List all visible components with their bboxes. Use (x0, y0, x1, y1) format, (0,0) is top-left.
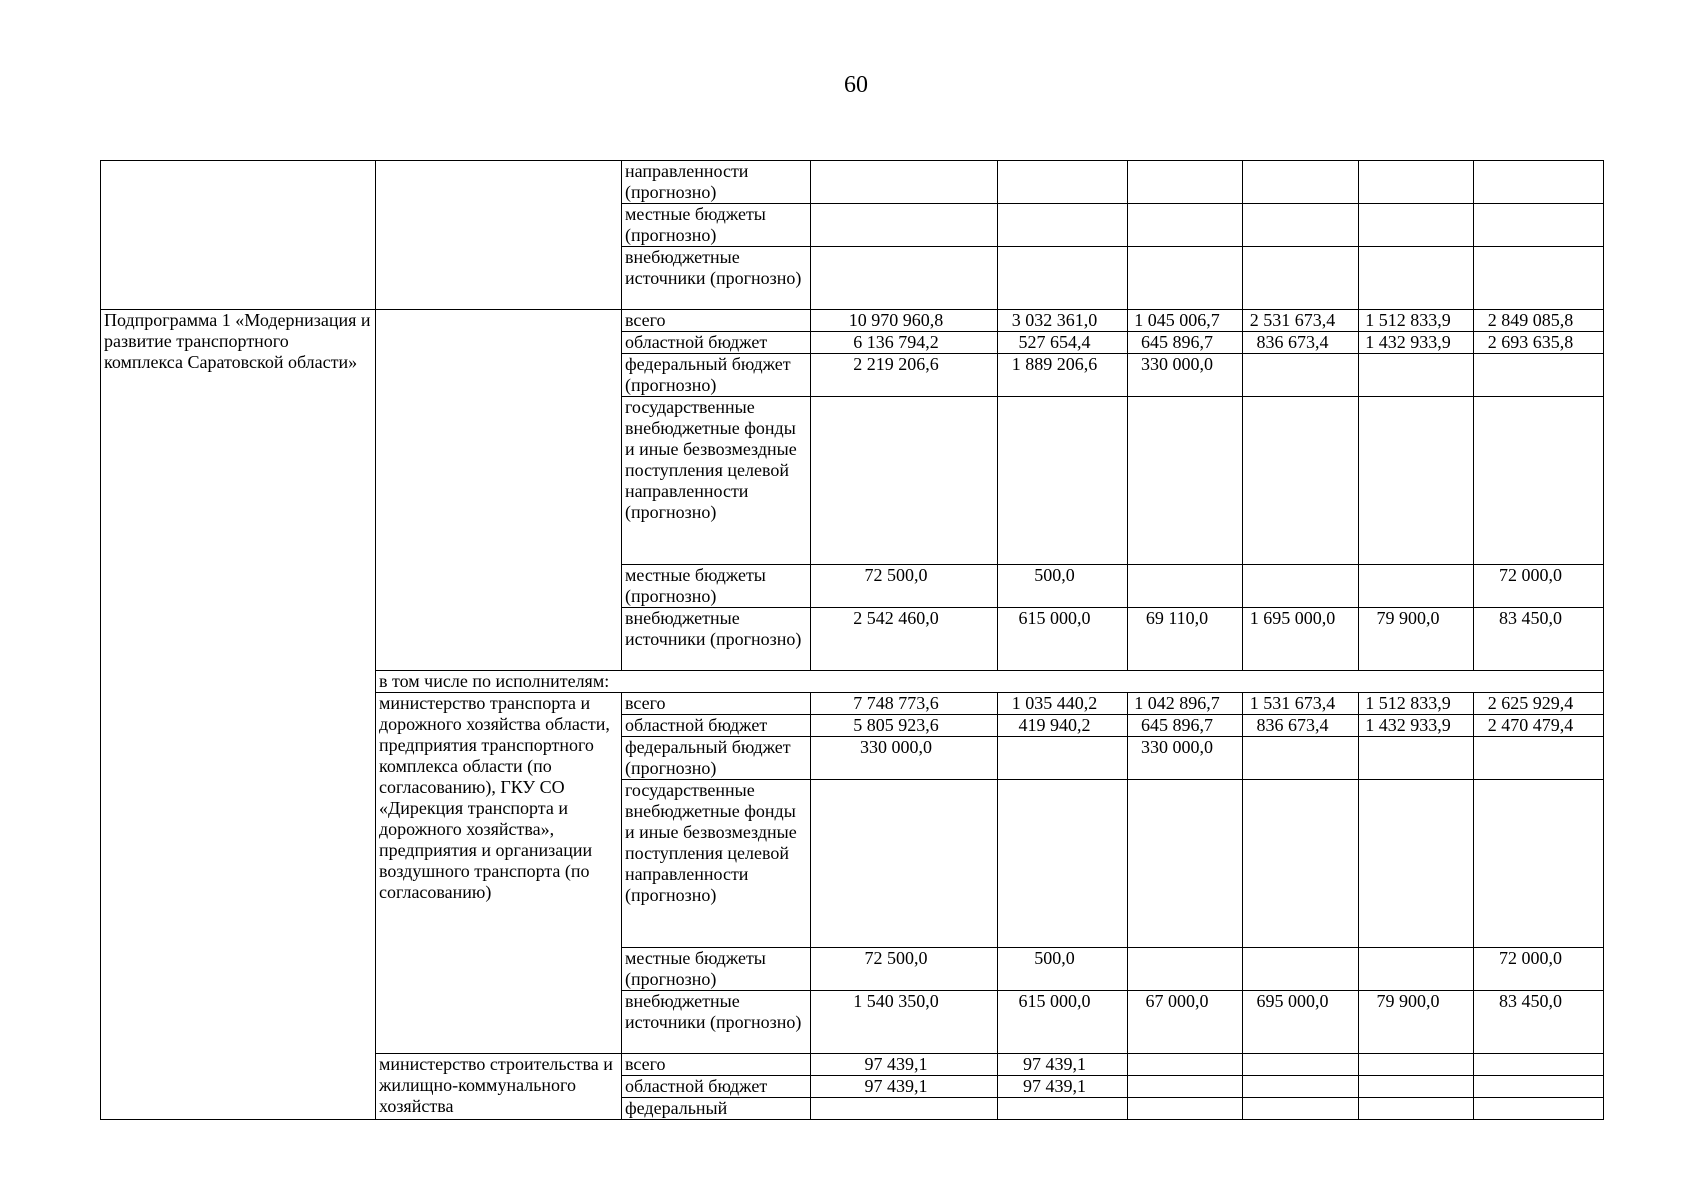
source-cell: внебюджетные источники (прогнозно) (622, 247, 811, 310)
value-cell (1359, 397, 1474, 565)
value-cell (1128, 948, 1243, 991)
value-cell: 83 450,0 (1474, 608, 1604, 671)
source-cell: областной бюджет (622, 332, 811, 354)
value-cell: 2 542 460,0 (811, 608, 998, 671)
value-cell (1359, 780, 1474, 948)
value-cell: 3 032 361,0 (998, 310, 1128, 332)
value-cell: 72 000,0 (1474, 948, 1604, 991)
source-cell: местные бюджеты (прогнозно) (622, 565, 811, 608)
value-cell: 1 531 673,4 (1243, 693, 1359, 715)
value-cell: 1 889 206,6 (998, 354, 1128, 397)
value-cell (998, 204, 1128, 247)
value-cell (1359, 1076, 1474, 1098)
value-cell: 695 000,0 (1243, 991, 1359, 1054)
value-cell (1128, 780, 1243, 948)
value-cell (998, 780, 1128, 948)
value-cell (1243, 354, 1359, 397)
source-cell: местные бюджеты (прогнозно) (622, 204, 811, 247)
value-cell (1474, 780, 1604, 948)
value-cell: 97 439,1 (811, 1076, 998, 1098)
value-cell: 1 695 000,0 (1243, 608, 1359, 671)
value-cell (1128, 204, 1243, 247)
value-cell (1243, 247, 1359, 310)
value-cell (1474, 247, 1604, 310)
value-cell: 1 512 833,9 (1359, 693, 1474, 715)
value-cell (1128, 1054, 1243, 1076)
executor-name: министерство строительства и жилищно-коммунального хозяйства (376, 1054, 622, 1120)
value-cell (811, 397, 998, 565)
value-cell (998, 161, 1128, 204)
value-cell (1243, 780, 1359, 948)
value-cell: 500,0 (998, 948, 1128, 991)
value-cell (1243, 948, 1359, 991)
value-cell: 1 540 350,0 (811, 991, 998, 1054)
source-cell: направленности (прогнозно) (622, 161, 811, 204)
value-cell: 72 500,0 (811, 565, 998, 608)
source-cell: государственные внебюджетные фонды и иные безвозмездные поступления целевой направленности (прогнозно) (622, 780, 811, 948)
value-cell (1243, 204, 1359, 247)
value-cell: 2 625 929,4 (1474, 693, 1604, 715)
budget-table (100, 160, 1604, 1120)
value-cell (1474, 1076, 1604, 1098)
value-cell: 79 900,0 (1359, 991, 1474, 1054)
value-cell: 2 693 635,8 (1474, 332, 1604, 354)
value-cell (1128, 161, 1243, 204)
value-cell (1243, 397, 1359, 565)
value-cell: 69 110,0 (1128, 608, 1243, 671)
value-cell (998, 1098, 1128, 1120)
value-cell: 1 045 006,7 (1128, 310, 1243, 332)
value-cell: 97 439,1 (998, 1054, 1128, 1076)
table-row (101, 161, 1604, 204)
value-cell: 500,0 (998, 565, 1128, 608)
value-cell: 1 042 896,7 (1128, 693, 1243, 715)
value-cell (1359, 565, 1474, 608)
value-cell (1359, 737, 1474, 780)
value-cell (1243, 565, 1359, 608)
value-cell (1359, 161, 1474, 204)
value-cell: 1 432 933,9 (1359, 715, 1474, 737)
value-cell (1359, 204, 1474, 247)
source-cell: всего (622, 1054, 811, 1076)
value-cell: 2 849 085,8 (1474, 310, 1604, 332)
value-cell: 72 000,0 (1474, 565, 1604, 608)
value-cell (1359, 1054, 1474, 1076)
value-cell (1128, 247, 1243, 310)
value-cell: 2 470 479,4 (1474, 715, 1604, 737)
value-cell (1243, 1076, 1359, 1098)
value-cell: 527 654,4 (998, 332, 1128, 354)
value-cell (1359, 948, 1474, 991)
value-cell: 97 439,1 (998, 1076, 1128, 1098)
value-cell (1128, 1098, 1243, 1120)
value-cell: 836 673,4 (1243, 715, 1359, 737)
source-cell: местные бюджеты (прогнозно) (622, 948, 811, 991)
value-cell: 1 512 833,9 (1359, 310, 1474, 332)
value-cell: 1 432 933,9 (1359, 332, 1474, 354)
value-cell (1359, 354, 1474, 397)
empty-cell (101, 161, 376, 310)
value-cell: 615 000,0 (998, 991, 1128, 1054)
value-cell: 97 439,1 (811, 1054, 998, 1076)
value-cell (811, 1098, 998, 1120)
value-cell (1359, 1098, 1474, 1120)
value-cell (1359, 247, 1474, 310)
subprogram-title: Подпрограмма 1 «Модернизация и развитие транспортного комплекса Саратовской области» (101, 310, 376, 1120)
empty-cell (376, 310, 622, 671)
value-cell (1128, 565, 1243, 608)
value-cell: 645 896,7 (1128, 332, 1243, 354)
value-cell (1474, 1054, 1604, 1076)
source-cell: государственные внебюджетные фонды и иные безвозмездные поступления целевой направленности (прогнозно) (622, 397, 811, 565)
value-cell: 10 970 960,8 (811, 310, 998, 332)
executor-name: министерство транспорта и дорожного хозяйства области, предприятия транспортного комплекса области (по согласованию), ГКУ СО «Дирекция транспорта и дорожного хозяйства», предприятия и организации воздушного транспорта (по согласованию) (376, 693, 622, 1054)
value-cell: 79 900,0 (1359, 608, 1474, 671)
table-row (101, 310, 1604, 332)
value-cell (1474, 354, 1604, 397)
value-cell (811, 247, 998, 310)
value-cell (811, 204, 998, 247)
source-cell: областной бюджет (622, 715, 811, 737)
source-cell: всего (622, 693, 811, 715)
value-cell (1474, 737, 1604, 780)
value-cell (1243, 161, 1359, 204)
value-cell (1128, 397, 1243, 565)
source-cell: областной бюджет (622, 1076, 811, 1098)
source-cell: внебюджетные источники (прогнозно) (622, 608, 811, 671)
source-cell: федеральный (622, 1098, 811, 1120)
value-cell: 330 000,0 (1128, 354, 1243, 397)
value-cell: 615 000,0 (998, 608, 1128, 671)
value-cell: 419 940,2 (998, 715, 1128, 737)
value-cell (1243, 1098, 1359, 1120)
executors-heading: в том числе по исполнителям: (376, 671, 1604, 693)
value-cell: 2 219 206,6 (811, 354, 998, 397)
value-cell (1243, 737, 1359, 780)
budget-table-body (101, 161, 1604, 1120)
value-cell: 645 896,7 (1128, 715, 1243, 737)
value-cell: 836 673,4 (1243, 332, 1359, 354)
source-cell: всего (622, 310, 811, 332)
value-cell (1474, 397, 1604, 565)
value-cell (811, 161, 998, 204)
value-cell: 6 136 794,2 (811, 332, 998, 354)
value-cell (1474, 161, 1604, 204)
value-cell: 67 000,0 (1128, 991, 1243, 1054)
value-cell (998, 397, 1128, 565)
value-cell (1128, 1076, 1243, 1098)
value-cell: 83 450,0 (1474, 991, 1604, 1054)
source-cell: внебюджетные источники (прогнозно) (622, 991, 811, 1054)
value-cell (998, 737, 1128, 780)
value-cell: 5 805 923,6 (811, 715, 998, 737)
value-cell: 330 000,0 (1128, 737, 1243, 780)
value-cell (1474, 204, 1604, 247)
value-cell: 7 748 773,6 (811, 693, 998, 715)
value-cell: 330 000,0 (811, 737, 998, 780)
value-cell (811, 780, 998, 948)
source-cell: федеральный бюджет (прогнозно) (622, 737, 811, 780)
value-cell (1474, 1098, 1604, 1120)
empty-cell (376, 161, 622, 310)
page-number: 60 (844, 72, 868, 98)
value-cell: 1 035 440,2 (998, 693, 1128, 715)
value-cell (998, 247, 1128, 310)
source-cell: федеральный бюджет (прогнозно) (622, 354, 811, 397)
value-cell (1243, 1054, 1359, 1076)
value-cell: 2 531 673,4 (1243, 310, 1359, 332)
value-cell: 72 500,0 (811, 948, 998, 991)
